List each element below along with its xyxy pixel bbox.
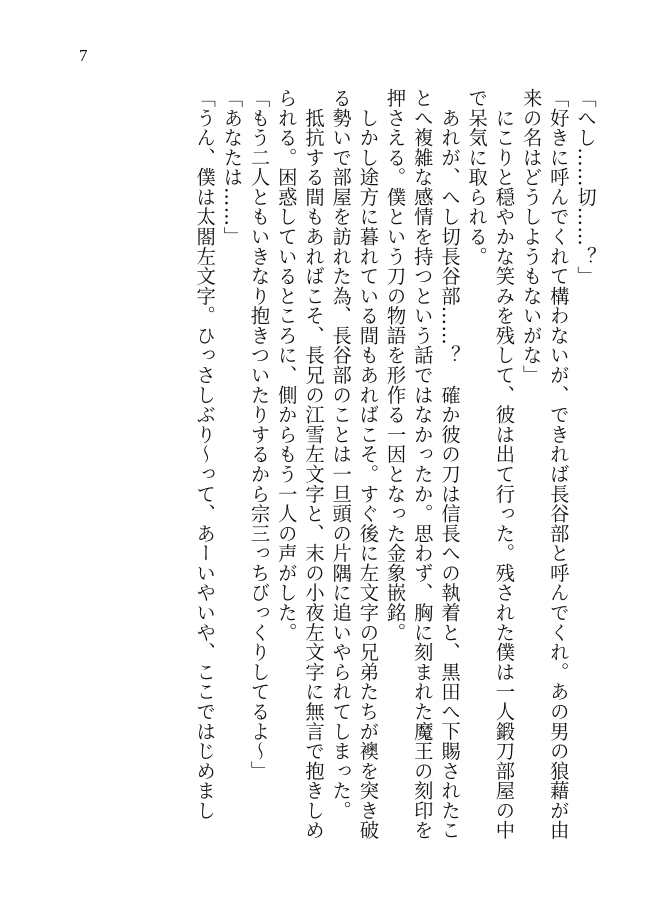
text-line: で呆気に取られる。	[465, 88, 489, 267]
text-line: 抵抗する間もあればこそ、長兄の江雪左文字と、末の小夜左文字に無言で抱きしめ	[301, 88, 325, 841]
text-line: 押さえる。僕という刀の物語を形作る一因となった金象嵌銘。	[383, 88, 407, 643]
text-line: あれが、へし切長谷部……？ 確か彼の刀は信長への執着と、黒田へ下賜されたこ	[437, 88, 461, 841]
novel-body-text	[39, 88, 599, 878]
text-line: る勢いで部屋を訪れた為、長谷部のことは一旦頭の片隅に追いやられてしまった。	[329, 88, 353, 821]
text-line: 「あなたは……」	[220, 88, 244, 247]
text-line: 「うん、僕は太閤左文字。ひっさしぶり～って、あーいやいや、ここではじめまし	[193, 88, 217, 821]
text-line: 「もう二人ともいきなり抱きついたりするから宗三っちびっくりしてるよ～」	[247, 88, 271, 781]
text-line: 「へし……切……？」	[574, 88, 597, 286]
text-line: にこりと穏やかな笑みを残して、彼は出て行った。残された僕は一人鍛刀部屋の中	[492, 88, 516, 841]
text-line: 来の名はどうしようもないがな」	[519, 88, 543, 385]
page-number: 7	[79, 46, 88, 65]
text-line: とへ複雑な感情を持つという話ではなかったか。思わず、胸に刻まれた魔王の刻印を	[410, 88, 434, 841]
text-line: しかし途方に暮れている間もあればこそ。すぐ後に左文字の兄弟たちが襖を突き破	[356, 88, 380, 841]
text-line: られる。困惑しているところに、側からもう一人の声がした。	[274, 88, 298, 643]
text-line: 「好きに呼んでくれて構わないが、できれば長谷部と呼んでくれ。あの男の狼藉が由	[546, 88, 570, 841]
